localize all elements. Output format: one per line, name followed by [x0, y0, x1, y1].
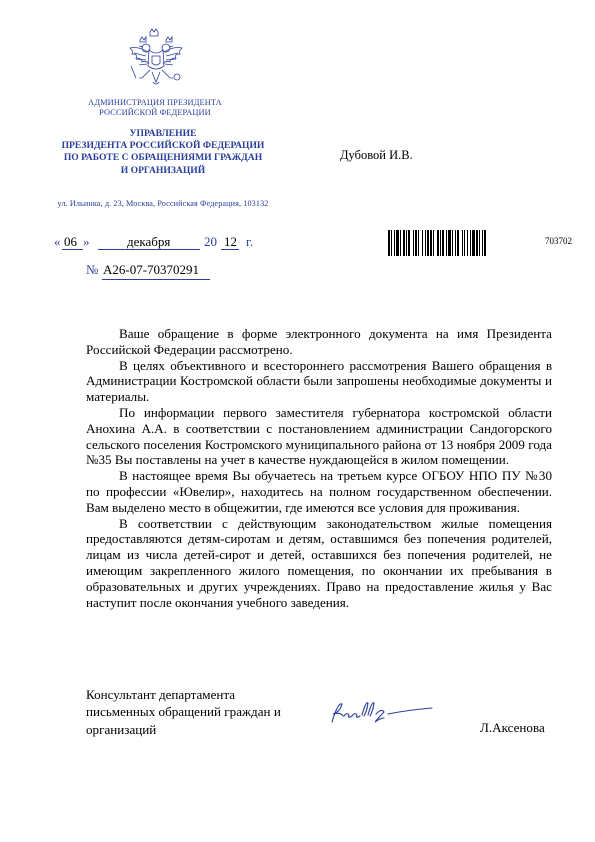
barcode-bar [396, 230, 399, 256]
body-paragraph: В настоящее время Вы обучаетесь на третьем курсе ОГБОУ НПО ПУ №30 по профессии «Ювелир», находитесь на полном государственном обеспечении. Вам выделено место в общежитии, где имеются все условия для проживания. [86, 468, 552, 515]
barcode-bar [427, 230, 429, 256]
number-value: А26-07-70370291 [103, 262, 200, 277]
double-headed-eagle-icon [126, 28, 186, 96]
date-day: 06 [64, 234, 77, 249]
administration-title [60, 98, 250, 118]
barcode-bar [464, 230, 465, 256]
handwritten-signature [328, 698, 436, 728]
signer-position-line: письменных обращений граждан и [86, 704, 281, 720]
barcode-bar [418, 230, 419, 256]
body-paragraph: В целях объективного и всестороннего рассмотрения Вашего обращения в Администрации Костромской области были запрошены необходимые документы и материалы. [86, 357, 552, 405]
barcode-bar [472, 230, 475, 256]
barcode-bar [394, 230, 395, 256]
date-year-prefix: 20 [204, 234, 217, 249]
barcode-bar [442, 230, 444, 256]
barcode-bar [467, 230, 468, 256]
barcode-bar [484, 230, 486, 256]
barcode-bar [430, 230, 432, 256]
signer-position-line: Консультант департамента [86, 687, 236, 702]
barcode-bar [470, 230, 471, 256]
barcode-bar [400, 230, 401, 256]
date-close-quote: » [83, 234, 90, 249]
barcode-bar [455, 230, 456, 256]
department-line: УПРАВЛЕНИЕ [129, 128, 197, 139]
signer-position [86, 686, 281, 738]
barcode-bar [437, 230, 439, 256]
date-year-suffix: 12 [224, 234, 237, 249]
barcode-bar [440, 230, 441, 256]
letter-body [86, 326, 552, 610]
department-line: ПРЕЗИДЕНТА РОССИЙСКОЙ ФЕДЕРАЦИИ [61, 140, 265, 152]
body-paragraph: В соответствии с действующим законодательством жилые помещения предоставляются детям-сиротам и детям, оставшимся без попечения родителей, лицам из числа детей-сирот и детей, оставшихся без попечения родителей, не имеющим закрепленного жилого помещения, по окончании их пребывания в образовательных и других учреждениях. Право на предоставление жилья у Вас наступит после окончания учебного заведения. [86, 515, 552, 610]
recipient-name: Дубовой И.В. [340, 148, 413, 162]
body-paragraph: Ваше обращение в форме электронного документа на имя Президента Российской Федерации рассмотрено. [86, 326, 552, 357]
administration-line: РОССИЙСКОЙ ФЕДЕРАЦИИ [99, 108, 211, 117]
barcode-bar [452, 230, 453, 256]
barcode-bar [422, 230, 423, 256]
barcode-bar [408, 230, 410, 256]
barcode-bar [476, 230, 478, 256]
barcode-bar [425, 230, 426, 256]
barcode-bar [391, 230, 392, 256]
administration-line: АДМИНИСТРАЦИЯ ПРЕЗИДЕНТА [88, 98, 222, 107]
barcode-number: 703702 [545, 236, 572, 246]
barcode-bar [413, 230, 414, 256]
sender-address: ул. Ильинка, д. 23, Москва, Российская Федерация, 103132 [57, 199, 269, 208]
barcode-bar [406, 230, 407, 256]
department-line: ПО РАБОТЕ С ОБРАЩЕНИЯМИ ГРАЖДАН [63, 152, 263, 164]
barcode-bar [388, 230, 390, 256]
signer-name: Л.Аксенова [480, 720, 545, 735]
barcode-bar [403, 230, 405, 256]
barcode-bar [482, 230, 483, 256]
body-paragraph: По информации первого заместителя губернатора костромской области Анохина А.А. в соответствии с постановлением администрации Сандогорского сельского поселения Костромского муниципального района от 13 ноября 2009 года №35 Вы поставлены на учет в качестве нуждающейся в жилом помещении. [86, 404, 552, 468]
signer-position-line: организаций [86, 721, 157, 737]
barcode-bar [448, 230, 451, 256]
date-year-label: г. [246, 234, 254, 249]
department-title [40, 128, 286, 177]
number-sign: № [86, 262, 99, 277]
barcode-bar [446, 230, 447, 256]
department-line: И ОРГАНИЗАЦИЙ [120, 164, 206, 176]
barcode-bar [462, 230, 463, 256]
barcode-bar [415, 230, 417, 256]
date-month: декабря [127, 234, 171, 249]
barcode-bar [433, 230, 434, 256]
barcode-bar [479, 230, 480, 256]
date-open-quote: « [54, 234, 61, 249]
barcode-bar [457, 230, 459, 256]
document-date [54, 234, 264, 252]
barcode [388, 230, 536, 256]
document-number [86, 262, 216, 280]
